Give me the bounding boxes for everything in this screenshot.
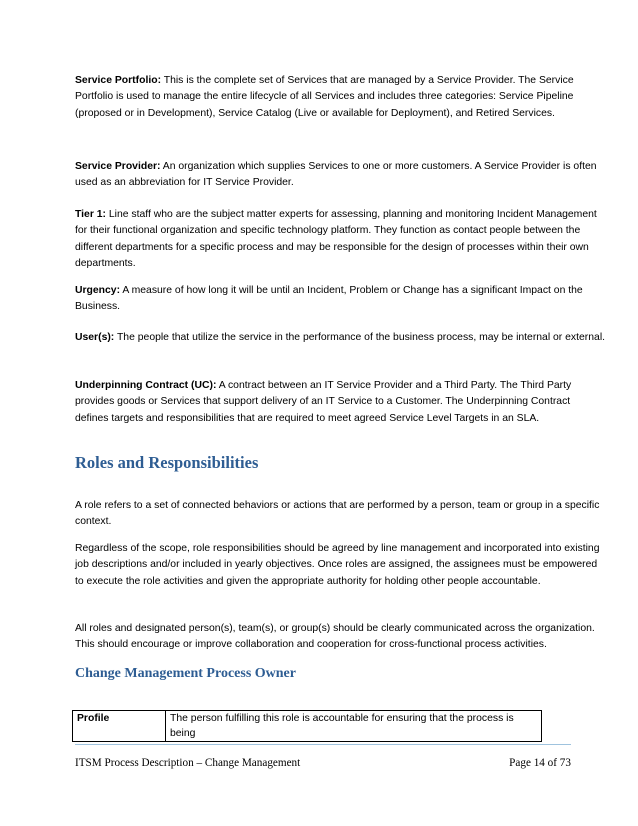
definition-text: A measure of how long it will be until an Incident, Problem or Change has a significant Impact on the Business. <box>75 285 583 313</box>
definition-underpinning-contract <box>75 378 605 427</box>
footer-divider <box>75 744 571 745</box>
definition-service-portfolio <box>75 73 605 122</box>
definition-text: A contract between an IT Service Provider and a Third Party. The Third Party provides goods or Services that support delivery of an IT Service to a Customer. The Underpinning Contract defines targets and responsibilities that are required to meet agreed Service Level Targets in an SLA. <box>75 380 572 424</box>
roles-paragraph: All roles and designated person(s), team(s), or group(s) should be clearly communicated across the organization. This should encourage or improve collaboration and cooperation for cross-functional process activities. <box>75 623 595 651</box>
definition-term: Service Provider: <box>75 161 161 172</box>
roles-heading: Roles and Responsibilities <box>75 453 259 472</box>
definition-urgency <box>75 283 605 316</box>
definition-service-provider <box>75 159 605 192</box>
table-row <box>73 711 542 742</box>
definition-text: An organization which supplies Services to one or more customers. A Service Provider is often used as an abbreviation for IT Service Provider. <box>75 161 597 189</box>
definition-users <box>75 330 605 346</box>
definition-term: Urgency: <box>75 285 121 296</box>
profile-label: Profile <box>73 711 166 742</box>
profile-table <box>72 710 542 742</box>
definition-text: This is the complete set of Services that are managed by a Service Provider. The Service Portfolio is used to manage the entire lifecycle of all Services and includes three categories: Service Pipeline (proposed or in Development), Service Catalog (Live or available for Deployment), and Retired Services. <box>75 75 574 119</box>
definition-text: The people that utilize the service in the performance of the business process, may be internal or external. <box>114 332 606 343</box>
definition-text: Line staff who are the subject matter experts for assessing, planning and monitoring Incident Management for their functional organization and specific technology platform. They function as contact people between the different departments for a specific process and may be responsible for the design of processes within their own departments. <box>75 209 597 270</box>
definition-tier-1 <box>75 207 605 273</box>
definition-term: Service Portfolio: <box>75 75 162 86</box>
footer-title: ITSM Process Description – Change Management <box>75 757 301 769</box>
definition-term: Underpinning Contract (UC): <box>75 380 217 391</box>
footer-page-number: Page 14 of 73 <box>509 757 571 769</box>
definition-term: Tier 1: <box>75 209 106 220</box>
roles-paragraph: Regardless of the scope, role responsibilities should be agreed by line management and incorporated into existing job descriptions and/or included in yearly objectives. Once roles are assigned, the assignees must be empowered to execute the role activities and given the appropriate authority for holding other people accountable. <box>75 543 600 587</box>
owner-heading: Change Management Process Owner <box>75 666 296 681</box>
roles-paragraph: A role refers to a set of connected behaviors or actions that are performed by a person, team or group in a specific context. <box>75 500 600 528</box>
definition-term: User(s): <box>75 332 115 343</box>
profile-value: The person fulfilling this role is accountable for ensuring that the process is being <box>166 711 542 742</box>
